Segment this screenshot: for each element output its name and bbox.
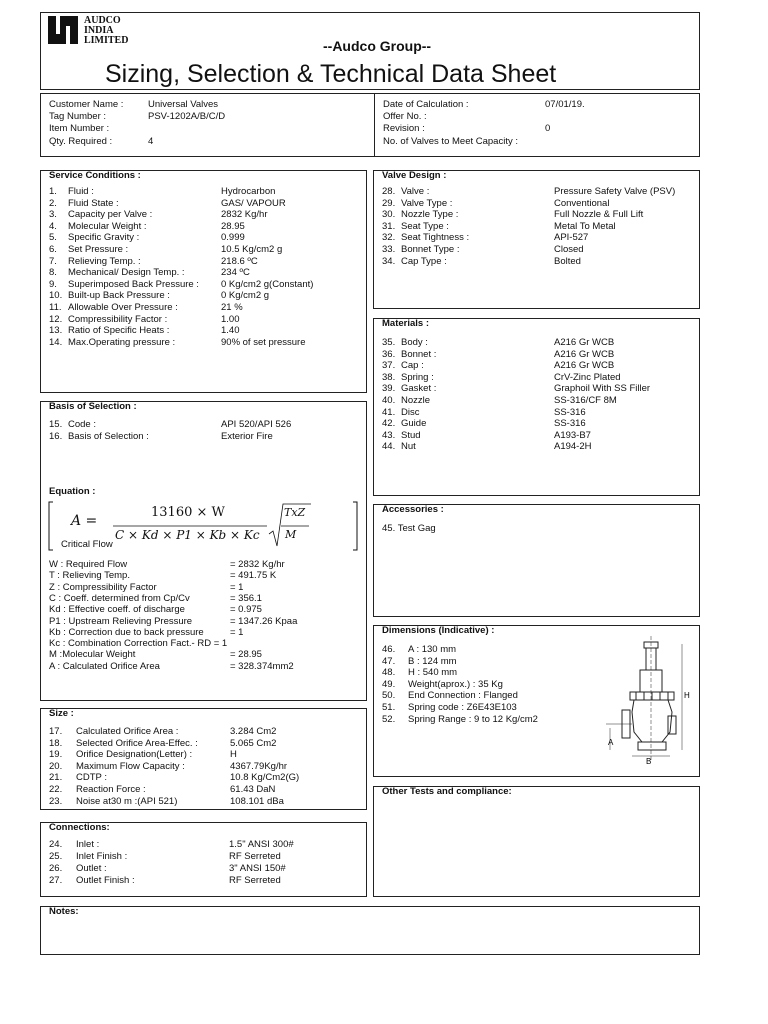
info-box <box>40 93 700 157</box>
equation-variable-label: Z : Compressibility Factor <box>49 581 157 593</box>
qty-value: 4 <box>148 136 154 147</box>
basis-title: Basis of Selection : <box>49 401 137 412</box>
equation-variable-label: A : Calculated Orifice Area <box>49 660 160 672</box>
dimension-item-num: 47. <box>382 655 396 667</box>
valve-design-item-label: Cap Type : <box>401 255 447 267</box>
valve-design-item-label: Seat Type : <box>401 220 449 232</box>
info-divider <box>374 94 375 156</box>
service-item-label: Superimposed Back Pressure : <box>68 278 199 290</box>
connections-title: Connections: <box>49 822 110 833</box>
service-item-label: Set Pressure : <box>68 244 129 255</box>
materials-title: Materials : <box>382 318 429 329</box>
equation-numerator: 13160 × W <box>151 505 225 520</box>
equation-variable-label: M :Molecular Weight <box>49 649 136 661</box>
valve-design-item-num: 30. <box>382 209 396 221</box>
service-item-value: 0.999 <box>221 232 245 244</box>
valve-design-title: Valve Design : <box>382 170 447 181</box>
size-item-value: 3.284 Cm2 <box>230 726 277 737</box>
material-item-num: 44. <box>382 441 396 453</box>
size-item-label: Calculated Orifice Area : <box>76 726 179 737</box>
logo-line-1: AUDCO <box>84 15 121 26</box>
material-item-label: Guide <box>401 418 427 430</box>
basis-of-selection-box <box>40 401 367 701</box>
notes-title: Notes: <box>49 906 79 917</box>
service-item-num: 5. <box>49 232 57 244</box>
material-item-label: Body : <box>401 337 428 348</box>
basis-item-label: Basis of Selection : <box>68 430 149 442</box>
service-item-value: 0 Kg/cm2 g <box>221 290 270 302</box>
material-item-label: Nozzle <box>401 395 431 406</box>
material-item-num: 41. <box>382 406 396 418</box>
size-item-num: 21. <box>49 772 63 784</box>
tag-number-value: PSV-1202A/B/C/D <box>148 111 226 122</box>
equation-variable-value: = 1347.26 Kpaa <box>230 615 298 627</box>
service-item-label: Fluid : <box>68 186 94 197</box>
equation-lhs: A = <box>71 513 98 529</box>
dimension-item-label: H : 540 mm <box>408 667 458 679</box>
size-item-label: Noise at30 m :(API 521) <box>76 795 178 807</box>
connection-item-num: 26. <box>49 863 63 874</box>
service-item-value: 21 % <box>221 302 243 313</box>
valve-design-item-label: Nozzle Type : <box>401 209 459 221</box>
size-item-num: 20. <box>49 760 63 772</box>
accessory-label: Test Gag <box>397 523 436 534</box>
equation-denominator: C × Kd × P1 × Kb × Kc <box>115 528 260 542</box>
item-number-label: Item Number : <box>49 123 110 134</box>
offer-label: Offer No. : <box>383 111 427 122</box>
customer-name-label: Customer Name : <box>49 99 124 110</box>
dim-h-label: H <box>684 691 690 700</box>
connection-item-num: 24. <box>49 839 63 850</box>
connection-item-num: 27. <box>49 875 63 886</box>
size-item-num: 18. <box>49 737 63 749</box>
valve-design-item-num: 33. <box>382 244 396 255</box>
service-item-num: 14. <box>49 336 63 348</box>
material-item-value: A216 Gr WCB <box>554 337 615 348</box>
size-item-value: 108.101 dBa <box>230 795 284 807</box>
material-item-value: CrV-Zinc Plated <box>554 371 621 383</box>
dimension-item-label: Spring code : Z6E43E103 <box>408 702 517 713</box>
material-item-value: A193-B7 <box>554 429 591 441</box>
service-item-num: 6. <box>49 244 57 255</box>
valve-design-item-value: Closed <box>554 244 584 255</box>
dim-a-label: A <box>608 738 614 747</box>
connection-item-value: RF Serreted <box>229 851 281 862</box>
material-item-num: 42. <box>382 418 396 430</box>
service-item-label: Molecular Weight : <box>68 220 147 232</box>
connection-item-num: 25. <box>49 851 63 862</box>
size-item-num: 22. <box>49 784 63 795</box>
service-item-value: 218.6 ºC <box>221 255 258 267</box>
valve-design-item-num: 28. <box>382 186 396 197</box>
connection-item-label: Inlet : <box>76 839 100 850</box>
connection-item-label: Outlet Finish : <box>76 875 135 886</box>
revision-value: 0 <box>545 123 551 134</box>
logo-text <box>84 16 128 46</box>
basis-item-label: Code : <box>68 419 96 430</box>
service-conditions-box <box>40 170 367 393</box>
valve-design-item-value: Metal To Metal <box>554 220 616 232</box>
dimension-item-num: 50. <box>382 690 396 702</box>
equation-variable-value: = 1 <box>230 581 244 593</box>
size-item-value: 4367.79Kg/hr <box>230 760 288 772</box>
valve-design-item-num: 31. <box>382 220 396 232</box>
material-item-label: Nut <box>401 441 416 453</box>
valve-design-item-label: Bonnet Type : <box>401 244 460 255</box>
service-item-value: 10.5 Kg/cm2 g <box>221 244 283 255</box>
service-item-label: Max.Operating pressure : <box>68 336 176 348</box>
service-item-num: 13. <box>49 325 63 337</box>
service-item-value: 1.40 <box>221 325 240 337</box>
material-item-label: Bonnet : <box>401 348 437 360</box>
tag-number-label: Tag Number : <box>49 111 107 122</box>
accessory-item <box>382 523 436 534</box>
valve-design-item-value: Pressure Safety Valve (PSV) <box>554 186 676 197</box>
size-box <box>40 708 367 810</box>
materials-box <box>373 318 700 496</box>
service-conditions-title: Service Conditions : <box>49 170 141 181</box>
date-label: Date of Calculation : <box>383 99 469 110</box>
material-item-num: 36. <box>382 348 396 360</box>
customer-name-value: Universal Valves <box>148 99 219 110</box>
connection-item-value: 1.5" ANSI 300# <box>229 839 294 850</box>
service-item-num: 7. <box>49 255 57 267</box>
service-item-label: Built-up Back Pressure : <box>68 290 170 302</box>
material-item-num: 38. <box>382 371 396 383</box>
service-item-num: 12. <box>49 313 63 325</box>
material-item-label: Stud <box>401 429 421 441</box>
service-item-value: 1.00 <box>221 313 240 325</box>
size-item-num: 17. <box>49 726 63 737</box>
dimension-item-num: 46. <box>382 644 396 655</box>
size-item-label: CDTP : <box>76 772 107 784</box>
valve-design-item-num: 34. <box>382 255 396 267</box>
equation-variable-value: = 491.75 K <box>230 570 277 582</box>
material-item-value: SS-316 <box>554 418 586 430</box>
accessory-num: 45. <box>382 523 396 534</box>
service-item-num: 9. <box>49 278 57 290</box>
dimensions-box <box>373 625 700 777</box>
valve-design-item-value: Full Nozzle & Full Lift <box>554 209 644 221</box>
accessories-box <box>373 504 700 617</box>
material-item-label: Disc <box>401 406 420 418</box>
equation-variable-label: T : Relieving Temp. <box>49 570 130 582</box>
material-item-label: Gasket : <box>401 383 437 395</box>
material-item-value: Graphoil With SS Filler <box>554 383 651 395</box>
service-item-value: 0 Kg/cm2 g(Constant) <box>221 278 314 290</box>
logo-line-3: LIMITED <box>84 35 129 46</box>
equation-variable-label: Kc : Combination Correction Fact.- RD = 1 <box>49 638 228 650</box>
valve-design-item-label: Valve Type : <box>401 197 453 209</box>
group-name: --Audco Group-- <box>323 38 432 54</box>
valve-design-box <box>373 170 700 309</box>
equation-variable-label: P1 : Upstream Relieving Pressure <box>49 615 193 627</box>
valve-design-item-num: 29. <box>382 197 396 209</box>
basis-item-num: 15. <box>49 419 63 430</box>
size-item-value: 61.43 DaN <box>230 784 276 795</box>
num-valves-label: No. of Valves to Meet Capacity : <box>383 136 518 147</box>
material-item-num: 43. <box>382 429 396 441</box>
dimension-item-num: 48. <box>382 667 396 679</box>
service-item-num: 3. <box>49 209 57 221</box>
equation-variable-label: Kb : Correction due to back pressure <box>49 626 204 638</box>
service-item-label: Relieving Temp. : <box>68 255 141 267</box>
equation-title: Equation : <box>49 486 96 497</box>
connection-item-label: Inlet Finish : <box>76 851 128 862</box>
equation-variable-label: C : Coeff. determined from Cp/Cv <box>49 592 190 604</box>
material-item-value: A194-2H <box>554 441 592 453</box>
service-item-num: 4. <box>49 220 57 232</box>
valve-design-item-label: Valve : <box>401 186 430 197</box>
connection-item-value: RF Serreted <box>229 875 281 886</box>
connection-item-label: Outlet : <box>76 863 107 874</box>
size-item-label: Selected Orifice Area-Effec. : <box>76 737 198 749</box>
service-item-label: Mechanical/ Design Temp. : <box>68 267 185 279</box>
service-item-value: Hydrocarbon <box>221 186 276 197</box>
other-tests-title: Other Tests and compliance: <box>382 786 512 797</box>
service-item-label: Fluid State : <box>68 197 119 209</box>
accessories-title: Accessories : <box>382 504 444 515</box>
equation-variable-value: = 1 <box>230 626 244 638</box>
service-item-value: 234 ºC <box>221 267 250 279</box>
size-item-label: Maximum Flow Capacity : <box>76 760 185 772</box>
page-title: Sizing, Selection & Technical Data Sheet <box>105 60 557 88</box>
valve-design-item-value: Conventional <box>554 197 610 209</box>
size-item-value: 10.8 Kg/Cm2(G) <box>230 772 300 784</box>
service-item-value: 90% of set pressure <box>221 336 306 348</box>
equation-variable-label: Kd : Effective coeff. of discharge <box>49 604 185 616</box>
service-item-num: 11. <box>49 302 62 313</box>
dimension-item-label: Weight(aprox.) : 35 Kg <box>408 678 503 690</box>
basis-item-num: 16. <box>49 430 63 442</box>
material-item-value: A216 Gr WCB <box>554 348 615 360</box>
equation-variable-value: = 2832 Kg/hr <box>230 559 285 570</box>
size-item-num: 23. <box>49 795 63 807</box>
valve-design-item-label: Seat Tightness : <box>401 232 470 244</box>
valve-design-item-num: 32. <box>382 232 396 244</box>
dimension-item-num: 52. <box>382 713 396 725</box>
revision-label: Revision : <box>383 123 425 134</box>
equation-sqrt-numerator: TxZ <box>284 506 306 519</box>
valve-drawing <box>602 636 692 766</box>
material-item-value: A216 Gr WCB <box>554 360 615 372</box>
size-item-label: Orifice Designation(Letter) : <box>76 749 193 761</box>
dimension-item-num: 49. <box>382 678 396 690</box>
service-item-value: 28.95 <box>221 220 245 232</box>
logo-line-2: INDIA <box>84 25 114 36</box>
qty-label: Qty. Required : <box>49 136 113 147</box>
equation-variable-label: W : Required Flow <box>49 559 128 570</box>
connection-item-value: 3" ANSI 150# <box>229 863 286 874</box>
service-item-value: GAS/ VAPOUR <box>221 197 286 209</box>
service-item-value: 2832 Kg/hr <box>221 209 268 221</box>
service-item-label: Allowable Over Pressure : <box>68 302 178 313</box>
basis-item-value: Exterior Fire <box>221 430 273 442</box>
header-box <box>40 12 700 90</box>
date-value: 07/01/19. <box>545 99 585 110</box>
size-title: Size : <box>49 708 74 719</box>
service-item-num: 1. <box>49 186 57 197</box>
valve-design-item-value: API-527 <box>554 232 589 244</box>
service-item-label: Compressibility Factor : <box>68 313 168 325</box>
service-item-label: Capacity per Valve : <box>68 209 153 221</box>
dimension-item-label: Spring Range : 9 to 12 Kg/cm2 <box>408 713 538 725</box>
service-item-label: Ratio of Specific Heats : <box>68 325 170 337</box>
material-item-num: 37. <box>382 360 396 372</box>
material-item-num: 40. <box>382 395 396 406</box>
material-item-num: 35. <box>382 337 396 348</box>
equation-variable-value: = 356.1 <box>230 592 262 604</box>
dimension-item-label: A : 130 mm <box>408 644 457 655</box>
audco-logo-icon <box>48 16 78 44</box>
service-item-num: 10. <box>49 290 63 302</box>
material-item-value: SS-316/CF 8M <box>554 395 617 406</box>
dimensions-title: Dimensions (Indicative) : <box>382 625 495 636</box>
equation-variable-value: = 28.95 <box>230 649 262 661</box>
basis-item-value: API 520/API 526 <box>221 419 292 430</box>
dimension-item-num: 51. <box>382 702 396 713</box>
material-item-num: 39. <box>382 383 396 395</box>
dim-b-label: B <box>646 757 652 766</box>
service-item-num: 2. <box>49 197 57 209</box>
material-item-label: Cap : <box>401 360 424 372</box>
valve-design-item-value: Bolted <box>554 255 581 267</box>
connections-box <box>40 822 367 897</box>
material-item-value: SS-316 <box>554 406 586 418</box>
equation-sqrt-denominator: M <box>285 528 297 541</box>
size-item-value: 5.065 Cm2 <box>230 737 277 749</box>
service-item-label: Specific Gravity : <box>68 232 140 244</box>
size-item-value: H <box>230 749 237 761</box>
critical-flow-note: Critical Flow <box>61 539 113 550</box>
equation-variable-value: = 0.975 <box>230 604 262 616</box>
dimension-item-label: End Connection : Flanged <box>408 690 518 702</box>
other-tests-box <box>373 786 700 897</box>
size-item-label: Reaction Force : <box>76 784 146 795</box>
size-item-num: 19. <box>49 749 63 761</box>
dimension-item-label: B : 124 mm <box>408 655 457 667</box>
notes-box <box>40 906 700 955</box>
material-item-label: Spring : <box>401 371 434 383</box>
equation-variable-value: = 328.374mm2 <box>230 660 294 672</box>
service-item-num: 8. <box>49 267 57 279</box>
